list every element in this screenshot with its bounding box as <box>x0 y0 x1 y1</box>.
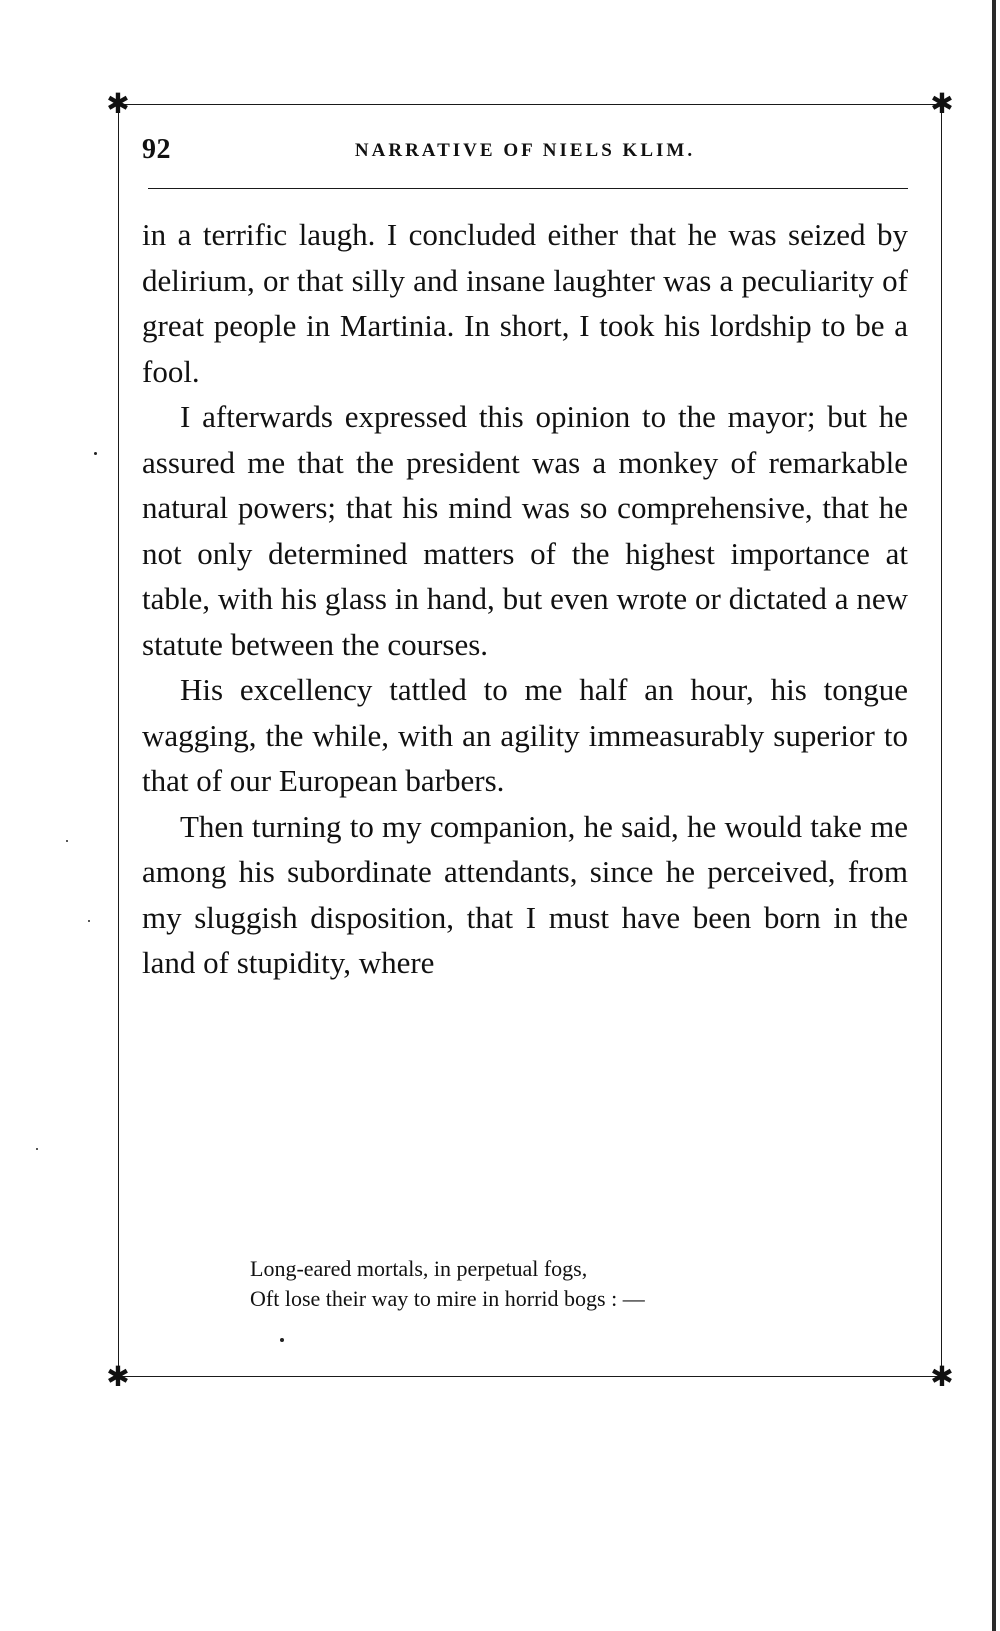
page-header <box>142 128 908 172</box>
scan-speck <box>36 1148 38 1150</box>
paragraph-1: in a terrific laugh. I concluded either that he was seized by delirium, or that silly and insane laughter was a peculiarity of great people in Martinia. In short, I took his lordship to be a fool. <box>142 217 908 389</box>
scan-speck <box>94 452 97 455</box>
scan-speck <box>66 840 68 842</box>
running-title: NARRATIVE OF NIELS KLIM. <box>354 140 696 161</box>
corner-ornament-top-right: ✱ <box>930 87 954 120</box>
scan-speck <box>88 920 90 922</box>
header-rule <box>148 188 908 189</box>
body-text <box>142 212 908 986</box>
paragraph-4: Then turning to my companion, he said, he would take me among his subordinate attendants, since he perceived, from my sluggish disposition, that I must have been born in the land of stupidity, where <box>142 808 908 980</box>
corner-ornament-bottom-left: ✱ <box>106 1360 130 1393</box>
corner-ornament-top-left: ✱ <box>106 87 130 120</box>
paragraph-2: I afterwards expressed this opinion to the mayor; but he assured me that the president was a monkey of remarkable natural powers; that his mind was so comprehensive, that he not only determined matters of the highest importance at table, with his glass in hand, but even wrote or dictated a new statute between the courses. <box>142 399 908 662</box>
verse-line-2: Oft lose their way to mire in horrid bogs : — <box>250 1286 645 1311</box>
scan-speck <box>280 1338 284 1342</box>
corner-ornament-bottom-right: ✱ <box>930 1360 954 1393</box>
verse-quotation <box>250 1254 890 1314</box>
page-edge-shadow <box>992 0 996 1631</box>
paragraph-3: His excellency tattled to me half an hour, his tongue wagging, the while, with an agility immeasurably superior to that of our European barbers. <box>142 672 908 798</box>
verse-line-1: Long-eared mortals, in perpetual fogs, <box>250 1256 588 1281</box>
page-number: 92 <box>142 134 171 165</box>
